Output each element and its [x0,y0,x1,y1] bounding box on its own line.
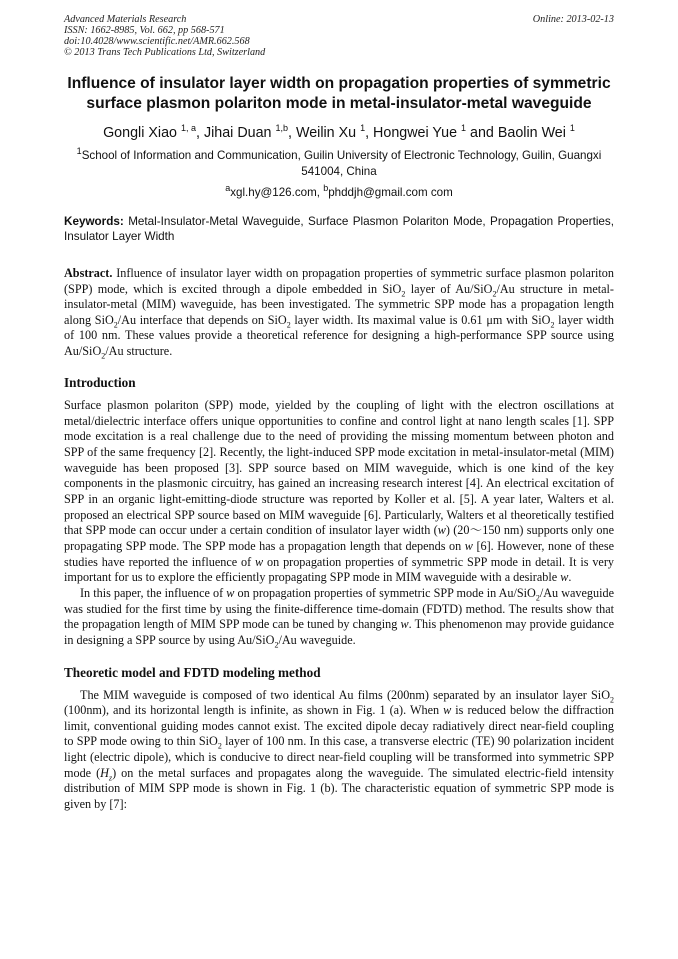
paper-title: Influence of insulator layer width on propagation properties of symmetric surface plasmon polariton mode in metal-insulator-metal waveguide [67,75,611,112]
journal-header [64,14,614,58]
abstract-text: layer width of 100 nm. These values provide a theoretical reference for designing a high-performance SPP source using Au/SiO [64,312,615,358]
email-a: xgl.hy@126.com, [230,186,324,199]
subscript: 2 [550,319,555,329]
section-heading-introduction: Introduction [64,375,136,390]
abstract-label: Abstract. [64,266,113,280]
affiliation [64,148,614,180]
author-affiliation-mark: 1 [461,123,467,134]
symbol-w: w [437,523,446,538]
journal-name: Advanced Materials Research [64,14,187,25]
email-mark: a [225,183,231,194]
author-name: Gongli Xiao [103,125,177,141]
author-name: Baolin Wei [497,125,566,141]
abstract [64,266,614,359]
symbol-hz: H [100,765,109,780]
author-affiliation-mark: 1,b [275,123,288,134]
author-affiliation-mark: 1 [360,123,366,134]
subscript: 2 [535,593,540,603]
paper-page [64,14,614,813]
symbol-w: w [443,703,452,718]
body-text: /Au waveguide. [278,632,356,647]
author-affiliation-mark: 1, a [180,123,196,134]
email-mark: b [323,183,329,194]
journal-issn: ISSN: 1662-8985, Vol. 662, pp 568-571 [64,25,225,36]
body-text: ) on the metal surfaces and propagates along the waveguide. The simulated electric-field intensity distribution of MIM SPP mode is shown in Fig. 1 (b). The characteristic equation of symmetric SPP mode is given by [7]: [64,765,614,812]
body-text: Surface plasmon polariton (SPP) mode, yielded by the coupling of light with the electron oscillations at metal/dielectric interface offers unique opportunities to confine and control light at nano length scales [1]. SPP mode excitation is a real challenge due to the need of providing the missing momentum between photon and SPP of the same frequency [2]. Recently, the light-induced SPP mode excitation in metal-insulator-metal (MIM) waveguide has been proposed [3]. SPP source based on MIM waveguide, which is one kind of the key components in the plasmonic circuitry, has gained an increasing research interest [4]. An electrical excitation of SPP in an organic light-emitting-diode structure was reported by Koller et al. [5]. A year later, Walters et al. proposed an electrical SPP source based on MIM waveguide [6]. Particularly, Walters et al theoretically testified that SPP mode can occur under a certain condition of insulator layer width ( [64,398,614,538]
abstract-text: layer of Au/SiO [405,281,493,296]
symbol-w: w [255,554,264,569]
abstract-text: Influence of insulator layer width on propagation properties of symmetric surface plasmon polariton (SPP) mode, which is excited through a dipole embedded in SiO [64,266,614,296]
body-text: on propagation properties of symmetric SPP mode in Au/SiO [234,585,536,600]
keywords-label: Keywords: [64,215,124,228]
intro-paragraph-1 [64,398,614,586]
symbol-w: w [464,538,473,553]
intro-paragraph-2 [64,586,614,649]
theory-paragraph-1 [64,688,614,813]
subscript: 2 [401,288,406,298]
body-text: layer of 100 nm. In this case, a transverse electric (TE) 90 polarization incident light (electric dipole), which is conducive to direct near-field coupling will be transformed into symmetric SPP mode ( [64,734,614,780]
subscript: 2 [286,319,291,329]
subscript: 2 [274,640,279,650]
author-name: Hongwei Yue [373,125,458,141]
online-date: Online: 2013-02-13 [532,14,614,25]
journal-copyright: © 2013 Trans Tech Publications Ltd, Switzerland [64,47,266,58]
section-heading-theory: Theoretic model and FDTD modeling method [64,664,321,680]
affiliation-mark: 1 [76,146,82,157]
body-text: . This phenomenon may provide guidance in designing a SPP source by using Au/SiO [64,617,614,647]
body-text: ) (20～150 nm) supports only one propagating SPP mode. The SPP mode has a propagation length that depends on [64,523,614,553]
author-list: Gongli Xiao $^{1, a}$, Jihai Duan $^{1,b}$, Weilin Xu $^1$, Hongwei Yue $^1$ and Baolin Wei $^1$ [103,123,575,141]
symbol-w: w [400,617,409,632]
abstract-text: /Au structure. [105,343,173,358]
symbol-w: w [226,585,235,600]
subscript: 2 [492,288,497,298]
author-name: Jihai Duan [203,125,272,141]
subscript: z [108,773,113,783]
author-emails [64,185,614,201]
author-name: Weilin Xu [295,125,357,141]
body-text: is reduced below the diffraction limit, conventional guiding modes cannot exist. The excited dipole decay radiatively direct near-field coupling to SPP mode owing to thin SiO [64,703,614,749]
journal-doi: doi:10.4028/www.scientific.net/AMR.662.568 [64,36,250,47]
email-b: phddjh@gmail.com com [328,186,453,199]
abstract-text: /Au structure in metal-insulator-metal (MIM) waveguide, has been investigated. The symmetric SPP mode has a propagation length along SiO [64,281,614,327]
subscript: 2 [610,694,614,704]
body-text: (100nm), and its horizontal length is infinite, as shown in Fig. 1 (a). When [64,703,444,718]
author-affiliation-mark: 1 [569,123,575,134]
abstract-text: /Au interface that depends on SiO [117,312,287,327]
body-text: [6]. However, none of these studies have reported the influence of [64,538,614,569]
keywords-text: Metal-Insulator-Metal Waveguide, Surface Plasmon Polariton Mode, Propagation Properties, Insulator Layer Width [64,215,615,243]
symbol-w: w [560,570,569,585]
abstract-text: layer width. Its maximal value is 0.61 μm with SiO [290,312,551,327]
body-text: . [568,570,572,585]
body-text: In this paper, the influence of [80,585,227,600]
keywords [64,215,614,244]
subscript: 2 [217,741,222,751]
subscript: 2 [101,350,106,360]
body-text: /Au waveguide was studied for the first time by using the finite-difference time-domain (FDTD) method. The results show that the propagation length of MIM SPP mode can be tuned by changing [64,585,614,632]
affiliation-text: School of Information and Communication, Guilin University of Electronic Technology, Guilin, Guangxi 541004, China [81,149,602,178]
subscript: 2 [113,319,118,329]
body-text: The MIM waveguide is composed of two identical Au films (200nm) separated by an insulator layer SiO [80,687,610,702]
body-text: on propagation properties of symmetric SPP mode in detail. It is very important for us to explore the efficiently propagating SPP mode in MIM waveguide with a desirable [64,554,614,585]
